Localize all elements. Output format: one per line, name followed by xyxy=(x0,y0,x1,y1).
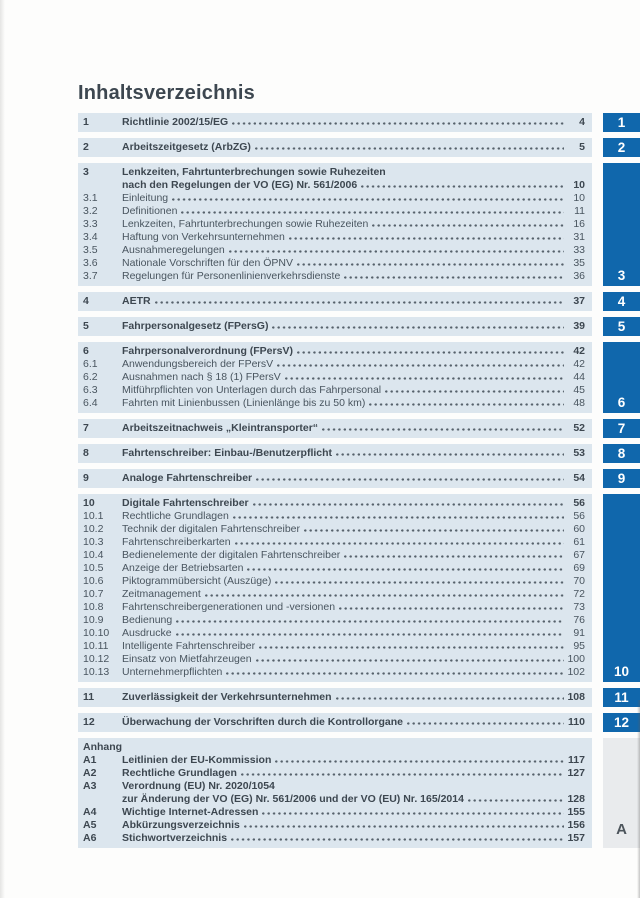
toc-row-title: Fahrpersonalverordnung (FPersV) xyxy=(122,345,293,357)
toc-section-a xyxy=(78,738,640,848)
toc-row-page: 76 xyxy=(573,614,585,626)
dotted-leader xyxy=(256,478,564,481)
chapter-tab-10 xyxy=(603,494,640,682)
toc-row-number: 10.4 xyxy=(83,549,104,561)
toc-section-10 xyxy=(78,494,640,682)
toc-row-number: 2 xyxy=(83,141,89,153)
toc-row-page: 60 xyxy=(573,523,585,535)
toc-row-number: 10.12 xyxy=(83,653,110,665)
toc-row-number: 10.8 xyxy=(83,601,104,613)
toc-row-page: 48 xyxy=(573,397,585,409)
toc-row-number: 6.3 xyxy=(83,384,98,396)
toc-row-number: 10.3 xyxy=(83,536,104,548)
toc-row-title: Richtlinie 2002/15/EG xyxy=(122,116,229,128)
toc-row xyxy=(78,653,585,666)
dotted-leader xyxy=(231,838,564,841)
toc-row-number: A4 xyxy=(83,806,97,818)
toc-row-title: Haftung von Verkehrsunternehmen xyxy=(122,231,285,243)
toc-row xyxy=(78,166,585,179)
toc-row-page: 100 xyxy=(567,653,585,665)
dotted-leader xyxy=(176,620,564,623)
toc-row xyxy=(78,192,585,205)
toc-row xyxy=(78,640,585,653)
toc-row-title: Einleitung xyxy=(122,192,169,204)
toc-section-block xyxy=(78,317,592,336)
dotted-leader xyxy=(232,122,564,125)
dotted-leader xyxy=(155,301,564,304)
toc-section-6 xyxy=(78,342,640,413)
toc-row-title: Mitführpflichten von Unterlagen durch das Fahrpersonal xyxy=(122,384,382,396)
toc-row-number: A3 xyxy=(83,780,97,792)
toc-row-number: A2 xyxy=(83,767,97,779)
toc-row-title: Piktogrammübersicht (Auszüge) xyxy=(122,575,272,587)
toc-row xyxy=(78,422,585,435)
toc-row-number: Anhang xyxy=(83,741,123,753)
dotted-leader xyxy=(297,351,564,354)
toc-row-title: Bedienung xyxy=(122,614,173,626)
dotted-leader xyxy=(336,453,564,456)
toc-row xyxy=(78,716,585,729)
toc-row-title: Leitlinien der EU-Kommission xyxy=(122,754,272,766)
toc-row-number: 10.10 xyxy=(83,627,110,639)
toc-section-block xyxy=(78,113,592,132)
toc-row-page: 31 xyxy=(573,231,585,243)
chapter-tab-label: 2 xyxy=(617,140,626,155)
toc-row-page: 4 xyxy=(579,116,585,128)
toc-row-number: 10.5 xyxy=(83,562,104,574)
dotted-leader xyxy=(369,403,564,406)
page-title: Inhaltsverzeichnis xyxy=(78,82,255,104)
chapter-tab-1 xyxy=(603,113,640,132)
toc-row-page: 33 xyxy=(573,244,585,256)
toc-row-title: Arbeitszeitgesetz (ArbZG) xyxy=(122,141,251,153)
toc-row-page: 67 xyxy=(573,549,585,561)
toc-section-block xyxy=(78,419,592,438)
toc-section-3 xyxy=(78,163,640,286)
chapter-tab-9 xyxy=(603,469,640,488)
dotted-leader xyxy=(253,503,564,506)
toc-row-number: 10.13 xyxy=(83,666,110,678)
chapter-tab-label: 9 xyxy=(617,471,626,486)
toc-row xyxy=(78,497,585,510)
toc-row-number: 10.7 xyxy=(83,588,104,600)
toc-row xyxy=(78,562,585,575)
toc-row-page: 11 xyxy=(574,205,585,217)
chapter-tab-8 xyxy=(603,444,640,463)
toc-row-number: 10.9 xyxy=(83,614,104,626)
toc-row xyxy=(78,218,585,231)
toc-row-title: Zuverlässigkeit der Verkehrsunternehmen xyxy=(122,691,332,703)
toc-row-title: Fahrtenschreiberkarten xyxy=(122,536,231,548)
toc-row-number: 12 xyxy=(83,716,95,728)
toc-row-page: 108 xyxy=(567,691,585,703)
dotted-leader xyxy=(275,760,564,763)
toc-row xyxy=(78,588,585,601)
toc-section-block xyxy=(78,738,592,848)
toc-row-page: 44 xyxy=(573,371,585,383)
dotted-leader xyxy=(344,276,564,279)
chapter-tab-label: 1 xyxy=(617,115,626,130)
toc-row-title: Stichwortverzeichnis xyxy=(122,832,228,844)
toc-row-page: 42 xyxy=(573,345,585,357)
chapter-tab-4 xyxy=(603,292,640,311)
dotted-leader xyxy=(385,390,564,393)
toc-section-block xyxy=(78,688,592,707)
dotted-leader xyxy=(289,237,564,240)
toc-row-title: Wichtige Internet-Adressen xyxy=(122,806,259,818)
toc-row-title: Technik der digitalen Fahrtenschreiber xyxy=(122,523,301,535)
toc-row-number: 6 xyxy=(83,345,89,357)
toc-section-block xyxy=(78,469,592,488)
toc-row xyxy=(78,575,585,588)
toc-row-page: 56 xyxy=(573,497,585,509)
dotted-leader xyxy=(233,516,564,519)
toc-row-page: 110 xyxy=(568,716,585,728)
toc-row xyxy=(78,741,585,754)
toc-row-title: Überwachung der Vorschriften durch die Kontrollorgane xyxy=(122,716,404,728)
toc-row-number: 8 xyxy=(83,447,89,459)
dotted-leader xyxy=(297,263,564,266)
toc-row-title: Anzeige der Betriebsarten xyxy=(122,562,244,574)
toc-row-page: 56 xyxy=(573,510,585,522)
toc-row-page: 61 xyxy=(573,536,585,548)
toc-row-title: Nationale Vorschriften für den ÖPNV xyxy=(122,257,294,269)
toc-row xyxy=(78,510,585,523)
toc-row-number: 10.11 xyxy=(83,640,109,652)
toc-row-number: 10 xyxy=(83,497,95,509)
dotted-leader xyxy=(229,250,564,253)
toc-row-title: Fahrtenschreibergenerationen und -versionen xyxy=(122,601,336,613)
toc-row xyxy=(78,793,585,806)
toc-row-page: 155 xyxy=(567,806,585,818)
chapter-tab-label: A xyxy=(616,821,627,838)
dotted-leader xyxy=(304,529,564,532)
toc-row-number: 3.6 xyxy=(83,257,98,269)
toc-section-12 xyxy=(78,713,640,732)
toc-section-block xyxy=(78,292,592,311)
dotted-leader xyxy=(272,326,564,329)
toc-row-title: Abkürzungsverzeichnis xyxy=(122,819,240,831)
toc-row-number: 7 xyxy=(83,422,89,434)
dotted-leader xyxy=(247,568,564,571)
toc-row xyxy=(78,666,585,679)
toc-row-page: 91 xyxy=(573,627,585,639)
toc-row-page: 102 xyxy=(567,666,585,678)
toc-row-title: Fahrpersonalgesetz (FPersG) xyxy=(122,320,269,332)
toc-row-number: 3.7 xyxy=(83,270,98,282)
toc-row-title: Lenkzeiten, Fahrtunterbrechungen sowie Ruhezeiten xyxy=(122,218,369,230)
toc-row-title: Anwendungsbereich der FPersV xyxy=(122,358,274,370)
toc-row-number: 1 xyxy=(83,116,89,128)
toc-row xyxy=(78,320,585,333)
chapter-tab-label: 8 xyxy=(617,446,626,461)
dotted-leader xyxy=(226,672,564,675)
toc-row xyxy=(78,447,585,460)
toc-row xyxy=(78,141,585,154)
toc-row xyxy=(78,270,585,283)
toc-row-title: Rechtliche Grundlagen xyxy=(122,510,229,522)
toc-row xyxy=(78,614,585,627)
toc-row-number: 11 xyxy=(83,691,95,703)
dotted-leader xyxy=(241,773,564,776)
dotted-leader xyxy=(339,607,564,610)
toc-row-page: 70 xyxy=(573,575,585,587)
toc-row xyxy=(78,358,585,371)
toc-row-number: A1 xyxy=(83,754,97,766)
toc-row-page: 156 xyxy=(567,819,585,831)
chapter-tab-7 xyxy=(603,419,640,438)
toc-row-title: Einsatz von Mietfahrzeugen xyxy=(122,653,252,665)
toc-row-title: AETR xyxy=(122,295,151,307)
dotted-leader xyxy=(181,211,564,214)
toc-row-page: 45 xyxy=(573,384,585,396)
toc-row-number: 5 xyxy=(83,320,89,332)
dotted-leader xyxy=(344,555,564,558)
toc-row-title: Digitale Fahrtenschreiber xyxy=(122,497,249,509)
dotted-leader xyxy=(285,377,564,380)
toc-row-page: 39 xyxy=(573,320,585,332)
toc-row-page: 117 xyxy=(568,754,585,766)
chapter-tab-label: 5 xyxy=(617,319,626,334)
toc-row xyxy=(78,384,585,397)
toc-row-number: 3.5 xyxy=(83,244,98,256)
chapter-tab-2 xyxy=(603,138,640,157)
toc-row xyxy=(78,345,585,358)
chapter-tab-3 xyxy=(603,163,640,286)
toc-row xyxy=(78,536,585,549)
toc-row-page: 35 xyxy=(573,257,585,269)
toc-row xyxy=(78,601,585,614)
toc-row xyxy=(78,397,585,410)
dotted-leader xyxy=(259,646,564,649)
toc-row xyxy=(78,767,585,780)
toc-row xyxy=(78,806,585,819)
toc-row-title: Ausdrucke xyxy=(122,627,172,639)
toc-row-title: Ausnahmen nach § 18 (1) FPersV xyxy=(122,371,281,383)
toc-row-page: 72 xyxy=(573,588,585,600)
chapter-tab-5 xyxy=(603,317,640,336)
chapter-tab-12 xyxy=(603,713,640,732)
toc-row-page: 128 xyxy=(567,793,585,805)
toc-row-title: nach den Regelungen der VO (EG) Nr. 561/2006 xyxy=(122,179,358,191)
toc-row-page: 127 xyxy=(567,767,585,779)
toc-section-block xyxy=(78,494,592,682)
toc-sections xyxy=(78,113,640,848)
dotted-leader xyxy=(255,147,564,150)
toc-row xyxy=(78,295,585,308)
dotted-leader xyxy=(336,697,564,700)
toc-row xyxy=(78,257,585,270)
toc-row-page: 16 xyxy=(573,218,585,230)
toc-row xyxy=(78,549,585,562)
chapter-tab-label: 3 xyxy=(617,268,626,283)
toc-row-title: Zeitmanagement xyxy=(122,588,201,600)
toc-row xyxy=(78,179,585,192)
toc-row-number: 10.2 xyxy=(83,523,104,535)
dotted-leader xyxy=(407,722,564,725)
toc-section-2 xyxy=(78,138,640,157)
toc-row-page: 53 xyxy=(573,447,585,459)
toc-row-title: Intelligente Fahrtenschreiber xyxy=(122,640,256,652)
toc-row xyxy=(78,371,585,384)
toc-content xyxy=(78,82,640,854)
toc-row-number: 10.6 xyxy=(83,575,104,587)
toc-row-page: 52 xyxy=(573,422,585,434)
toc-section-11 xyxy=(78,688,640,707)
dotted-leader xyxy=(205,594,564,597)
toc-row xyxy=(78,231,585,244)
toc-row-page: 36 xyxy=(573,270,585,282)
toc-section-block xyxy=(78,138,592,157)
toc-row xyxy=(78,780,585,793)
toc-row-page: 73 xyxy=(573,601,585,613)
chapter-tab-label: 7 xyxy=(617,421,626,436)
toc-section-7 xyxy=(78,419,640,438)
toc-row-number: 9 xyxy=(83,472,89,484)
toc-row-number: 6.2 xyxy=(83,371,98,383)
dotted-leader xyxy=(275,581,564,584)
dotted-leader xyxy=(176,633,564,636)
toc-section-block xyxy=(78,163,592,286)
dotted-leader xyxy=(322,428,564,431)
toc-row xyxy=(78,832,585,845)
toc-row xyxy=(78,627,585,640)
toc-row xyxy=(78,819,585,832)
dotted-leader xyxy=(468,799,564,802)
toc-row-number: A5 xyxy=(83,819,97,831)
toc-row-title: Rechtliche Grundlagen xyxy=(122,767,237,779)
toc-row-number: 3.1 xyxy=(83,192,98,204)
toc-row-title: Arbeitszeitnachweis „Kleintransporter“ xyxy=(122,422,319,434)
toc-row-title: Bedienelemente der digitalen Fahrtenschreiber xyxy=(122,549,341,561)
toc-row-title: Unternehmerpflichten xyxy=(122,666,223,678)
toc-row-title: Verordnung (EU) Nr. 2020/1054 xyxy=(122,780,275,792)
toc-row-page: 10 xyxy=(573,192,585,204)
toc-row xyxy=(78,244,585,257)
toc-row-title: Fahrten mit Linienbussen (Linienlänge bis zu 50 km) xyxy=(122,397,366,409)
toc-row xyxy=(78,754,585,767)
toc-row-page: 10 xyxy=(573,179,585,191)
toc-row xyxy=(78,691,585,704)
toc-section-block xyxy=(78,444,592,463)
toc-section-1 xyxy=(78,113,640,132)
toc-row-page: 69 xyxy=(573,562,585,574)
chapter-tab-a xyxy=(603,738,640,848)
toc-row-number: 3.2 xyxy=(83,205,98,217)
toc-section-block xyxy=(78,342,592,413)
chapter-tab-label: 12 xyxy=(613,715,630,730)
toc-row-page: 42 xyxy=(573,358,585,370)
toc-row-page: 157 xyxy=(567,832,585,844)
dotted-leader xyxy=(361,185,564,188)
chapter-tab-11 xyxy=(603,688,640,707)
toc-row-title: Fahrtenschreiber: Einbau-/Benutzerpflicht xyxy=(122,447,333,459)
toc-section-4 xyxy=(78,292,640,311)
dotted-leader xyxy=(262,812,564,815)
toc-row-title: zur Änderung der VO (EG) Nr. 561/2006 und der VO (EU) Nr. 165/2014 xyxy=(122,793,464,805)
toc-section-8 xyxy=(78,444,640,463)
toc-row-page: 37 xyxy=(573,295,585,307)
dotted-leader xyxy=(172,198,564,201)
toc-row-title: Lenkzeiten, Fahrtunterbrechungen sowie Ruhezeiten xyxy=(122,166,386,178)
dotted-leader xyxy=(372,224,564,227)
toc-row-number: 3.4 xyxy=(83,231,98,243)
toc-row xyxy=(78,205,585,218)
dotted-leader xyxy=(244,825,564,828)
chapter-tab-label: 4 xyxy=(617,294,626,309)
toc-row-number: 10.1 xyxy=(83,510,104,522)
chapter-tab-label: 6 xyxy=(617,395,626,410)
toc-row xyxy=(78,472,585,485)
toc-row-number: 6.1 xyxy=(83,358,98,370)
toc-row-number: 3 xyxy=(83,166,89,178)
dotted-leader xyxy=(277,364,564,367)
toc-row-page: 54 xyxy=(573,472,585,484)
toc-section-9 xyxy=(78,469,640,488)
toc-row xyxy=(78,116,585,129)
toc-row-title: Regelungen für Personenlinienverkehrsdienste xyxy=(122,270,341,282)
toc-section-block xyxy=(78,713,592,732)
toc-row-title: Definitionen xyxy=(122,205,178,217)
toc-row-number: 4 xyxy=(83,295,89,307)
toc-row xyxy=(78,523,585,536)
chapter-tab-label: 11 xyxy=(614,690,629,705)
toc-row-number: 6.4 xyxy=(83,397,98,409)
toc-row-number: 3.3 xyxy=(83,218,98,230)
toc-row-page: 5 xyxy=(579,141,585,153)
toc-row-title: Ausnahmeregelungen xyxy=(122,244,225,256)
toc-row-page: 95 xyxy=(573,640,585,652)
dotted-leader xyxy=(235,542,564,545)
dotted-leader xyxy=(256,659,564,662)
toc-row-number: A6 xyxy=(83,832,97,844)
chapter-tab-6 xyxy=(603,342,640,413)
toc-section-5 xyxy=(78,317,640,336)
toc-row-title: Analoge Fahrtenschreiber xyxy=(122,472,253,484)
chapter-tab-label: 10 xyxy=(613,664,630,679)
